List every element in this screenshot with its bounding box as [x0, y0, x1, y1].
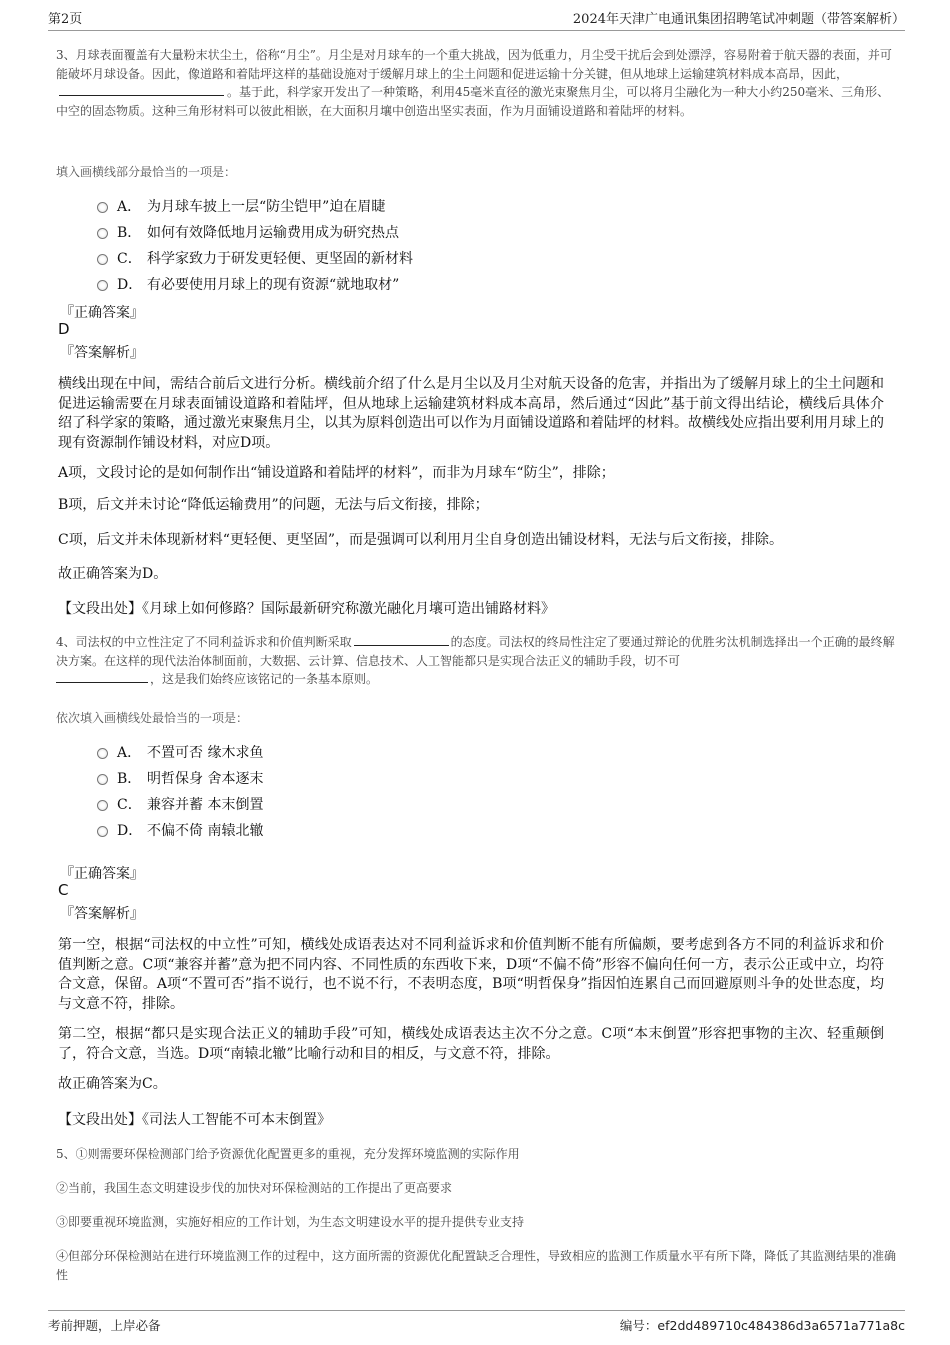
q3-source: 【文段出处】《月球上如何修路？国际最新研究称激光融化月壤可造出铺路材料》 — [58, 601, 555, 617]
q4-analysis-first: 第一空，根据“司法权的中立性”可知，横线处成语表达对不同利益诉求和价值判断不能有所偏颇，要考虑到各方不同的利益诉求和价值判断之意。C项“兼容并蓄”意为把不同内容、不同性质的东西收下来，D项“不偏不倚”形容不偏向任何一方，表示公正或中立，均符合文意，保留。A项“不置可否”指不说行，也不说不行，不表明态度，B项“明哲保身”指因怕连累自己而回避原则斗争的处世态度，均与文意不符，排除。 — [58, 937, 884, 1012]
q5-sentence-2: ②当前，我国生态文明建设步伐的加快对环保检测站的工作提出了更高要求 — [56, 1181, 453, 1195]
q4-stem: 4、司法权的中立性注定了不同利益诉求和价值判断采取 的态度。司法权的终局性注定了要通过辩论的优胜劣汰机制选择出一个正确的最终解决方案。在这样的现代法治体制面前，大数据、云计算、信息技术、人工智能都只是实现合法正义的辅助手段，切不可 ，这是我们始终应该铭记的一条基本原则。 — [56, 635, 895, 686]
q5-sentence-4: ④但部分环保检测站在进行环境监测工作的过程中，这方面所需的资源优化配置缺乏合理性，导致相应的监测工作质量水平有所下降，降低了其监测结果的准确性 — [56, 1249, 897, 1282]
q3-answer-label: 『正确答案』 — [60, 305, 144, 321]
q4-option-a[interactable]: A． 不置可否 缘木求鱼 — [97, 742, 263, 762]
q3-stem: 3、月球表面覆盖有大量粉末状尘土，俗称“月尘”。月尘是对月球车的一个重大挑战，因为低重力，月尘受干扰后会到处漂浮，容易附着于航天器的表面，并可能破坏月球设备。因此，像道路和着陆坪这样的基础设施对于缓解月球上的尘土问题和促进运输十分关键，但从地球上运输建筑材料成本高昂，因此，。基于此，科学家开发出了一种策略，利用45毫米直径的激光束聚焦月尘，可以将月尘融化为一种大小约250毫米、三角形、中空的固态物质。这种三角形材料可以彼此相嵌，在大面积月壤中创造出坚实表面，作为月面铺设道路和着陆坪的材料。 — [56, 48, 892, 118]
q3-analysis-c: C项，后文并未体现新材料“更轻便、更坚固”，而是强调可以利用月尘自身创造出铺设材料，无法与后文衔接，排除。 — [58, 532, 784, 548]
q3-ask: 填入画横线部分最恰当的一项是： — [56, 165, 237, 179]
q5-sentence-1: 5、①则需要环保检测部门给予资源优化配置更多的重视，充分发挥环境监测的实际作用 — [56, 1147, 520, 1161]
q5-sentence-3: ③即要重视环境监测，实施好相应的工作计划，为生态文明建设水平的提升提供专业支持 — [56, 1215, 525, 1229]
page-header — [48, 8, 905, 31]
footer-slogan: 考前押题，上岸必备 — [48, 1318, 161, 1333]
q3-conclusion: 故正确答案为D。 — [58, 566, 168, 582]
document-title: 2024年天津广电通讯集团招聘笔试冲刺题（带答案解析） — [572, 12, 905, 27]
q4-option-b[interactable]: B． 明哲保身 舍本逐末 — [97, 768, 263, 788]
radio-icon[interactable] — [97, 774, 108, 785]
radio-icon[interactable] — [97, 202, 108, 213]
q4-analysis-label: 『答案解析』 — [60, 906, 144, 922]
radio-icon[interactable] — [97, 800, 108, 811]
q3-option-d[interactable]: D． 有必要使用月球上的现有资源“就地取材” — [97, 274, 399, 294]
q3-blank — [59, 83, 224, 96]
radio-icon[interactable] — [97, 254, 108, 265]
q3-option-b[interactable]: B． 如何有效降低地月运输费用成为研究热点 — [97, 222, 399, 242]
radio-icon[interactable] — [97, 228, 108, 239]
page-number: 第2页 — [48, 12, 83, 27]
q4-option-c[interactable]: C． 兼容并蓄 本末倒置 — [97, 794, 263, 814]
radio-icon[interactable] — [97, 280, 108, 291]
page-footer — [48, 1310, 905, 1339]
q4-conclusion: 故正确答案为C。 — [58, 1076, 167, 1092]
q4-answer-label: 『正确答案』 — [60, 866, 144, 882]
q3-analysis-b: B项，后文并未讨论“降低运输费用”的问题，无法与后文衔接，排除； — [58, 497, 489, 513]
q3-answer: D — [58, 320, 70, 338]
q3-analysis-main: 横线出现在中间，需结合前后文进行分析。横线前介绍了什么是月尘以及月尘对航天设备的危害，并指出为了缓解月球上的尘土问题和促进运输需要在月球表面铺设道路和着陆坪，但从地球上运输建筑材料成本高昂，然后通过“因此”基于前文得出结论，横线后具体介绍了科学家的策略，通过激光束聚焦月尘，以其为原料创造出可以作为月面铺设道路和着陆坪的材料。故横线处应指出要利用月球上的现有资源制作铺设材料，对应D项。 — [58, 376, 884, 451]
q4-ask: 依次填入画横线处最恰当的一项是： — [56, 711, 249, 725]
q3-option-a[interactable]: A． 为月球车披上一层“防尘铠甲”迫在眉睫 — [97, 196, 385, 216]
q3-analysis-label: 『答案解析』 — [60, 345, 144, 361]
q3-option-c[interactable]: C． 科学家致力于研发更轻便、更坚固的新材料 — [97, 248, 413, 268]
q4-source: 【文段出处】《司法人工智能不可本末倒置》 — [58, 1112, 331, 1128]
q4-option-d[interactable]: D． 不偏不倚 南辕北辙 — [97, 820, 263, 840]
q4-blank-2 — [56, 670, 148, 683]
radio-icon[interactable] — [97, 748, 108, 759]
document-code: 编号：ef2dd489710c484386d3a6571a771a8c — [619, 1318, 905, 1333]
q3-analysis-a: A项，文段讨论的是如何制作出“铺设道路和着陆坪的材料”，而非为月球车“防尘”，排除； — [58, 465, 615, 481]
q4-answer: C — [58, 881, 69, 899]
radio-icon[interactable] — [97, 826, 108, 837]
q4-analysis-second: 第二空，根据“都只是实现合法正义的辅助手段”可知，横线处成语表达主次不分之意。C项“本末倒置”形容把事物的主次、轻重颠倒了，符合文意，当选。D项“南辕北辙”比喻行动和目的相反，与文意不符，排除。 — [58, 1026, 884, 1062]
q4-blank-1 — [354, 633, 449, 646]
